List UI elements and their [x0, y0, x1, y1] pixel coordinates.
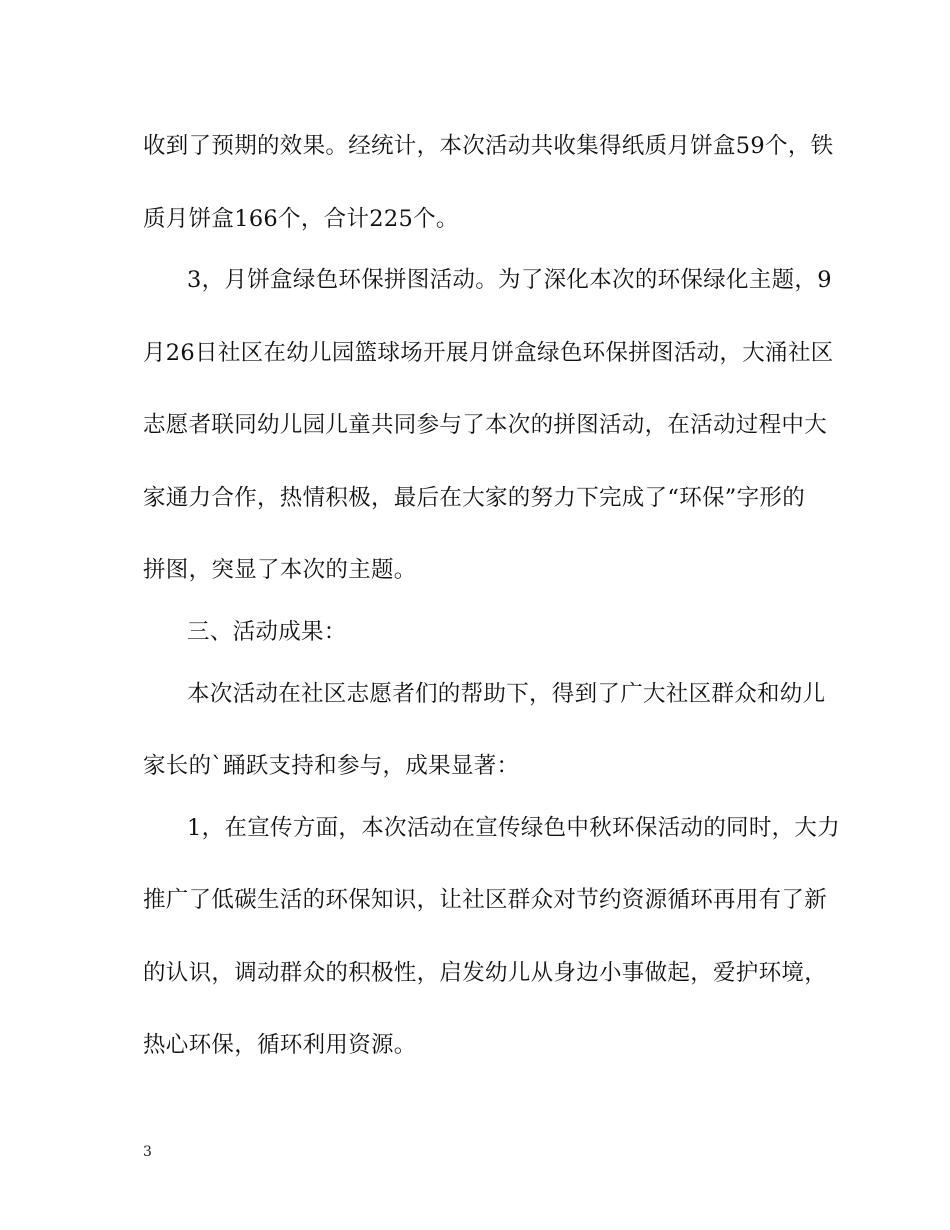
body-text-line: 热心环保，循环利用资源。	[143, 1032, 417, 1058]
body-text-line: 推广了低碳生活的环保知识，让社区群众对节约资源循环再用有了新	[143, 887, 828, 913]
page-number: 3	[143, 1144, 152, 1160]
body-text-line: 质月饼盒166个，合计225个。	[143, 206, 459, 232]
body-text-line: 拼图，突显了本次的主题。	[143, 557, 417, 583]
body-text-line: 本次活动在社区志愿者们的帮助下，得到了广大社区群众和幼儿	[187, 681, 826, 707]
body-text-line: 收到了预期的效果。经统计，本次活动共收集得纸质月饼盒59个，铁	[143, 133, 834, 159]
body-text-line: 的认识，调动群众的积极性，启发幼儿从身边小事做起，爱护环境，	[143, 960, 828, 986]
body-text-line: 3，月饼盒绿色环保拼图活动。为了深化本次的环保绿化主题，9	[187, 267, 832, 293]
body-text-line: 家长的`踊跃支持和参与，成果显著：	[143, 753, 520, 779]
section-heading: 三、活动成果：	[187, 619, 347, 645]
body-text-line: 家通力合作，热情积极，最后在大家的努力下完成了“环保”字形的	[143, 485, 806, 511]
body-text-line: 月26日社区在幼儿园篮球场开展月饼盒绿色环保拼图活动，大涌社区	[143, 340, 834, 366]
body-text-line: 志愿者联同幼儿园儿童共同参与了本次的拼图活动，在活动过程中大	[143, 412, 828, 438]
body-text-line: 1，在宣传方面，本次活动在宣传绿色中秋环保活动的同时，大力	[187, 815, 841, 841]
